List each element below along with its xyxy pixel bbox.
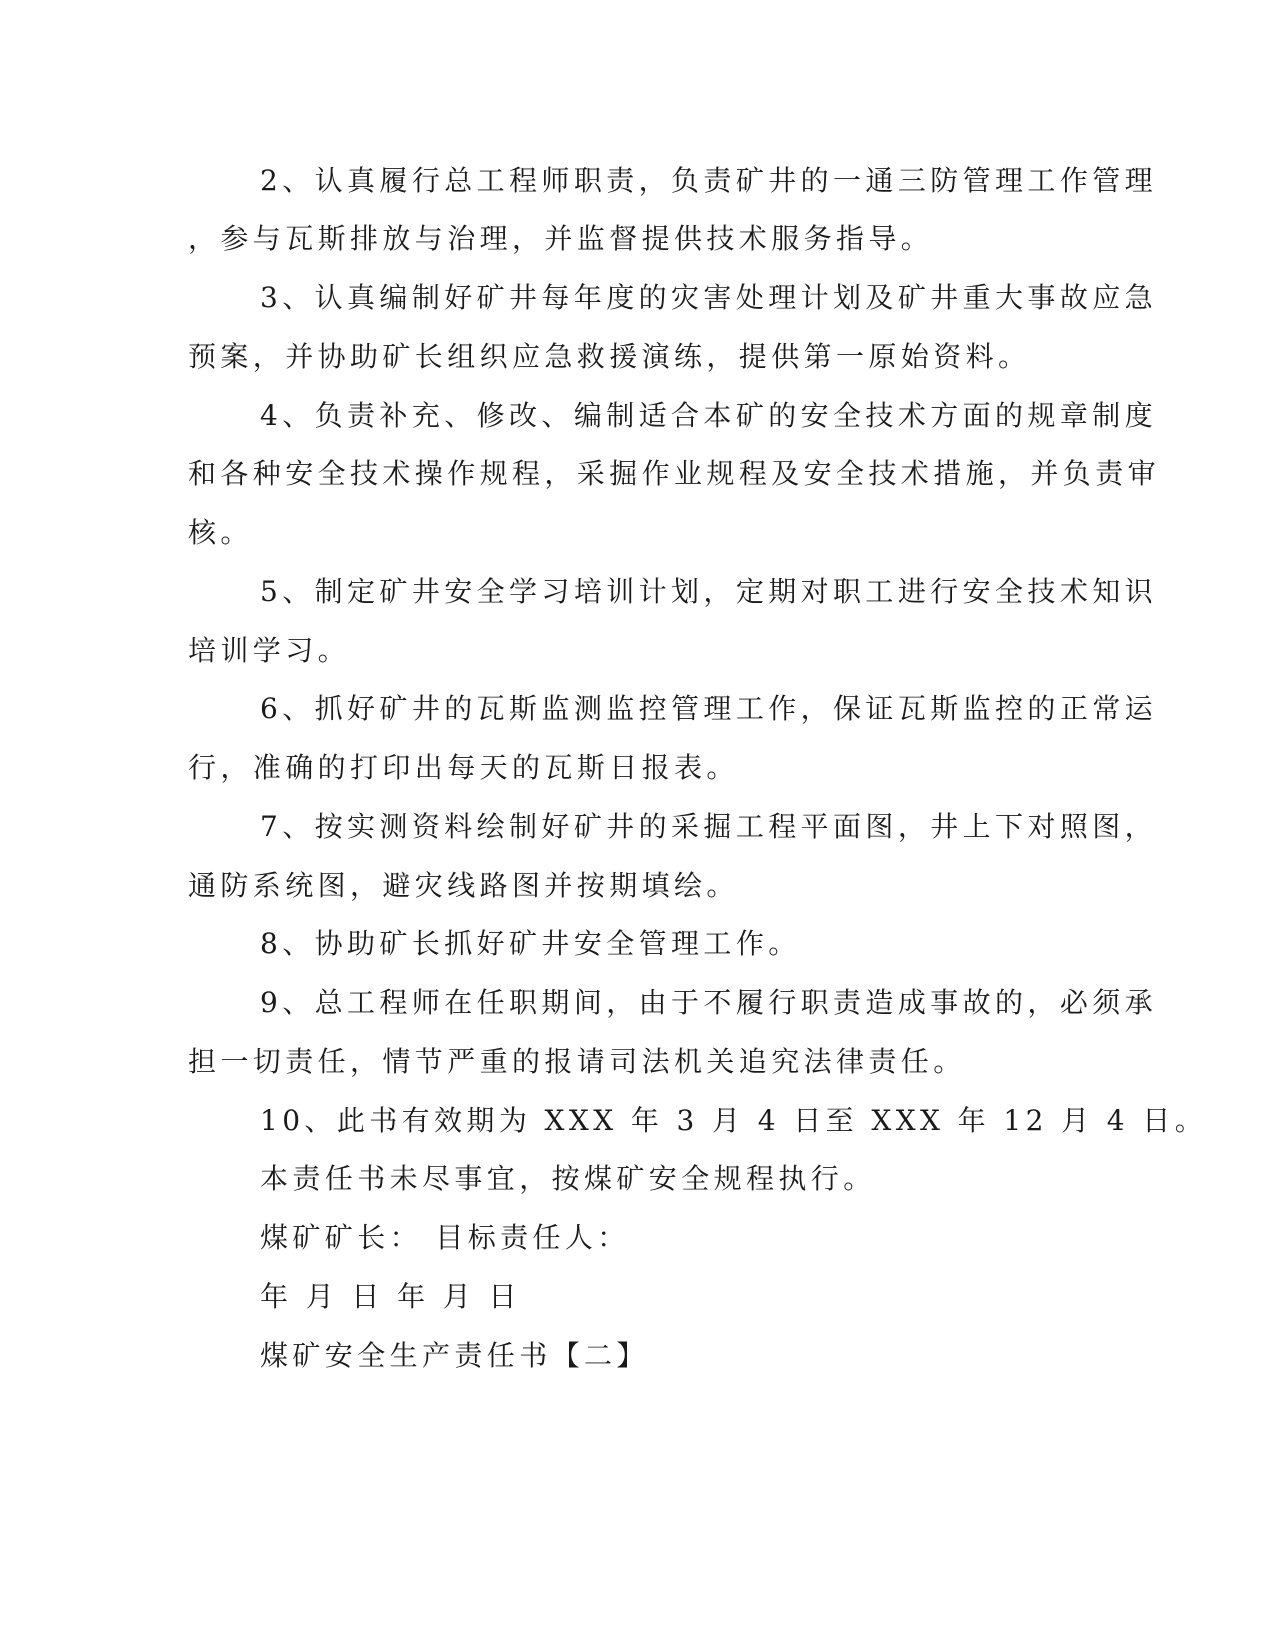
paragraph-3-line-1: 3、认真编制好矿井每年度的灾害处理计划及矿井重大事故应急 — [260, 281, 1158, 314]
paragraph-5-line-1: 5、制定矿井安全学习培训计划，定期对职工进行安全技术知识 — [260, 575, 1158, 608]
paragraph-6-line-1: 6、抓好矿井的瓦斯监测监控管理工作，保证瓦斯监控的正常运 — [260, 692, 1158, 725]
paragraph-2-line-1: 2、认真履行总工程师职责，负责矿井的一通三防管理工作管理 — [260, 164, 1158, 197]
paragraph-9-line-2: 担一切责任，情节严重的报请司法机关追究法律责任。 — [188, 1045, 966, 1078]
paragraph-8-line-1: 8、协助矿长抓好矿井安全管理工作。 — [260, 927, 801, 960]
paragraph-3-line-2: 预案，并协助矿长组织应急救援演练，提供第一原始资料。 — [188, 340, 1031, 373]
signature-dates: 年 月 日 年 月 日 — [260, 1280, 521, 1313]
paragraph-4-line-1: 4、负责补充、修改、编制适合本矿的安全技术方面的规章制度 — [260, 399, 1158, 432]
signature-labels: 煤矿矿长： 目标责任人： — [260, 1221, 630, 1254]
paragraph-7-line-1: 7、按实测资料绘制好矿井的采掘工程平面图，井上下对照图， — [260, 810, 1158, 843]
paragraph-7-line-2: 通防系统图，避灾线路图并按期填绘。 — [188, 869, 739, 902]
paragraph-5-line-2: 培训学习。 — [188, 634, 351, 667]
paragraph-4-line-2: 和各种安全技术操作规程，采掘作业规程及安全技术措施，并负责审 — [188, 457, 1161, 490]
paragraph-4-line-3: 核。 — [188, 516, 253, 549]
next-section-title: 煤矿安全生产责任书【二】 — [260, 1339, 649, 1372]
paragraph-10-line-1: 10、此书有效期为 XXX 年 3 月 4 日至 XXX 年 12 月 4 日。 — [260, 1104, 1208, 1137]
paragraph-6-line-2: 行，准确的打印出每天的瓦斯日报表。 — [188, 751, 739, 784]
paragraph-9-line-1: 9、总工程师在任职期间，由于不履行职责造成事故的，必须承 — [260, 986, 1158, 1019]
paragraph-2-line-2: ，参与瓦斯排放与治理，并监督提供技术服务指导。 — [188, 222, 934, 255]
closing-note: 本责任书未尽事宜，按煤矿安全规程执行。 — [260, 1162, 876, 1195]
